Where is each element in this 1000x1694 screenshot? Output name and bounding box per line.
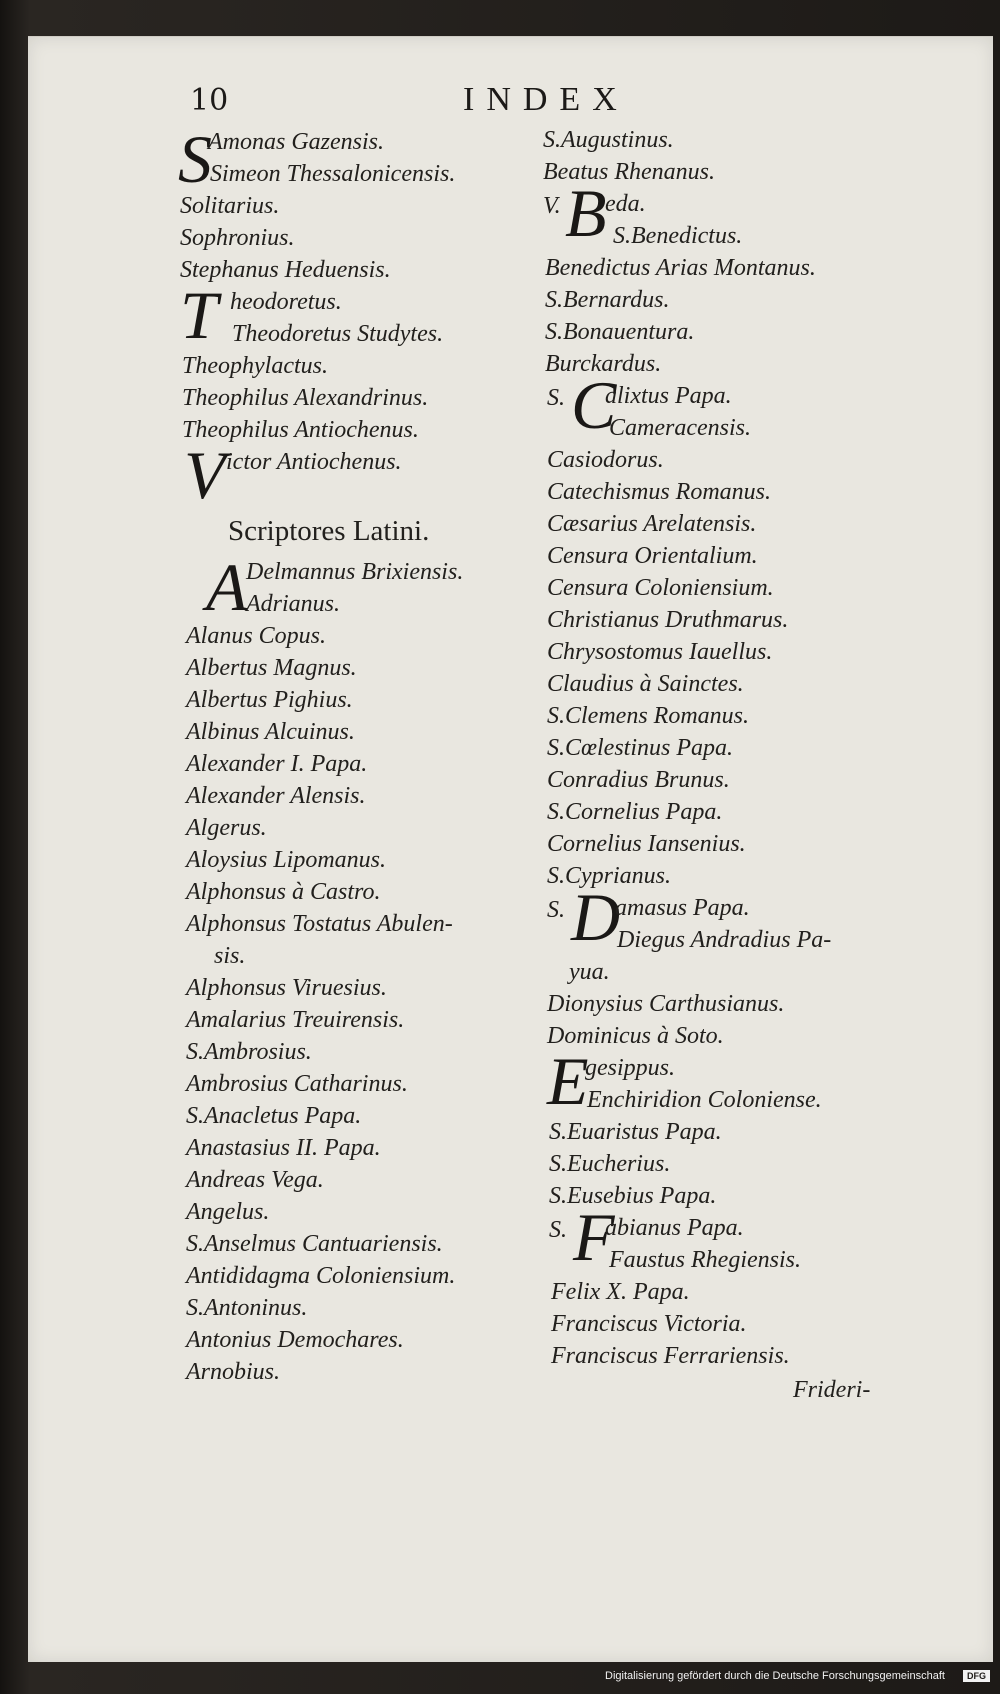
- index-entry: Ambrosius Catharinus.: [186, 1071, 408, 1097]
- index-entry: gesippus.: [585, 1055, 675, 1081]
- initial-F: F: [573, 1199, 615, 1275]
- index-entry: S.: [547, 385, 565, 411]
- index-entry: Censura Coloniensium.: [547, 575, 774, 601]
- index-entry: Aloysius Lipomanus.: [186, 847, 387, 873]
- index-entry: Felix X. Papa.: [551, 1279, 690, 1305]
- index-entry: Alphonsus Viruesius.: [186, 975, 387, 1001]
- section-heading: Scriptores Latini.: [228, 515, 430, 547]
- index-entry: Albinus Alcuinus.: [186, 719, 355, 745]
- index-entry: Alexander I. Papa.: [186, 751, 368, 777]
- index-entry: Benedictus Arias Montanus.: [545, 255, 816, 281]
- index-entry: Andreas Vega.: [186, 1167, 324, 1193]
- index-entry: Casiodorus.: [547, 447, 664, 473]
- index-entry: Cornelius Iansenius.: [547, 831, 746, 857]
- index-entry: Diegus Andradius Pa-: [617, 927, 832, 953]
- index-entry: S.Cyprianus.: [547, 863, 672, 889]
- initial-A: A: [206, 549, 248, 625]
- index-entry: alixtus Papa.: [605, 383, 732, 409]
- index-entry: Censura Orientalium.: [547, 543, 758, 569]
- index-entry: S.Bonauentura.: [545, 319, 695, 345]
- index-entry: Cameracensis.: [609, 415, 751, 441]
- initial-C: C: [571, 367, 617, 443]
- index-entry: ictor Antiochenus.: [226, 449, 402, 475]
- index-entry: Franciscus Ferrariensis.: [551, 1343, 790, 1369]
- index-entry: Angelus.: [186, 1199, 270, 1225]
- index-entry: Albertus Pighius.: [186, 687, 353, 713]
- index-entry: Theophilus Antiochenus.: [182, 417, 419, 443]
- index-entry: S.Bernardus.: [545, 287, 670, 313]
- index-entry: Algerus.: [186, 815, 267, 841]
- dfg-logo: DFG: [963, 1670, 990, 1682]
- index-entry: S.Antoninus.: [186, 1295, 308, 1321]
- index-entry: heodoretus.: [230, 289, 342, 315]
- page-number: 10: [190, 83, 229, 118]
- index-entry: Burckardus.: [545, 351, 662, 377]
- index-entry: Franciscus Victoria.: [551, 1311, 747, 1337]
- running-head: INDEX: [463, 81, 629, 118]
- index-entry: Theodoretus Studytes.: [232, 321, 444, 347]
- index-entry: S.Eucherius.: [549, 1151, 671, 1177]
- index-entry: S.: [547, 897, 565, 923]
- index-entry: S.Augustinus.: [543, 127, 674, 153]
- initial-S: S: [178, 121, 212, 197]
- index-entry: Solitarius.: [180, 193, 280, 219]
- book-page: [28, 36, 993, 1662]
- catchword: Frideri-: [793, 1377, 871, 1403]
- index-entry: Dionysius Carthusianus.: [547, 991, 785, 1017]
- index-entry: yua.: [569, 959, 610, 985]
- index-entry: Antonius Demochares.: [186, 1327, 404, 1353]
- index-entry: Enchiridion Coloniense.: [587, 1087, 822, 1113]
- index-entry: Alphonsus Tostatus Abulen-: [186, 911, 453, 937]
- index-entry: Simeon Thessalonicensis.: [210, 161, 456, 187]
- index-entry: Amalarius Treuirensis.: [186, 1007, 405, 1033]
- index-entry: Theophilus Alexandrinus.: [182, 385, 429, 411]
- initial-V: V: [184, 437, 226, 513]
- index-entry: Amonas Gazensis.: [208, 129, 385, 155]
- index-entry: Claudius à Sainctes.: [547, 671, 744, 697]
- index-entry: S.Cœlestinus Papa.: [547, 735, 734, 761]
- initial-D: D: [571, 879, 621, 955]
- index-entry: Sophronius.: [180, 225, 295, 251]
- index-entry: Stephanus Heduensis.: [180, 257, 391, 283]
- index-entry: Arnobius.: [186, 1359, 281, 1385]
- index-entry: Alanus Copus.: [186, 623, 327, 649]
- index-entry: Alexander Alensis.: [186, 783, 366, 809]
- index-entry: S.Eusebius Papa.: [549, 1183, 717, 1209]
- index-entry: S.Ambrosius.: [186, 1039, 312, 1065]
- initial-E: E: [547, 1043, 589, 1119]
- digitization-credit: Digitalisierung gefördert durch die Deutsche Forschungsgemeinschaft: [605, 1670, 945, 1682]
- index-entry: V.: [543, 193, 561, 219]
- index-entry: amasus Papa.: [615, 895, 750, 921]
- index-entry: S.Euaristus Papa.: [549, 1119, 722, 1145]
- index-entry: Antididagma Coloniensium.: [186, 1263, 456, 1289]
- index-entry: Albertus Magnus.: [186, 655, 357, 681]
- index-entry: S.Anacletus Papa.: [186, 1103, 362, 1129]
- index-entry: S.: [549, 1217, 567, 1243]
- index-entry: S.Anselmus Cantuariensis.: [186, 1231, 443, 1257]
- index-entry: abianus Papa.: [605, 1215, 744, 1241]
- index-entry: Dominicus à Soto.: [547, 1023, 724, 1049]
- index-entry: Anastasius II. Papa.: [186, 1135, 381, 1161]
- index-entry: Beatus Rhenanus.: [543, 159, 715, 185]
- index-entry: sis.: [214, 943, 246, 969]
- index-entry: Christianus Druthmarus.: [547, 607, 789, 633]
- index-entry: S.Benedictus.: [613, 223, 743, 249]
- index-entry: eda.: [605, 191, 646, 217]
- index-entry: Chrysostomus Iauellus.: [547, 639, 773, 665]
- index-entry: Catechismus Romanus.: [547, 479, 771, 505]
- initial-B: B: [565, 175, 607, 251]
- index-entry: Adrianus.: [246, 591, 341, 617]
- index-entry: Cæsarius Arelatensis.: [547, 511, 757, 537]
- index-entry: Delmannus Brixiensis.: [246, 559, 464, 585]
- index-entry: Faustus Rhegiensis.: [609, 1247, 801, 1273]
- index-entry: Conradius Brunus.: [547, 767, 730, 793]
- initial-T: T: [180, 277, 218, 353]
- index-entry: Alphonsus à Castro.: [186, 879, 381, 905]
- index-entry: S.Cornelius Papa.: [547, 799, 723, 825]
- index-entry: Theophylactus.: [182, 353, 328, 379]
- index-entry: S.Clemens Romanus.: [547, 703, 749, 729]
